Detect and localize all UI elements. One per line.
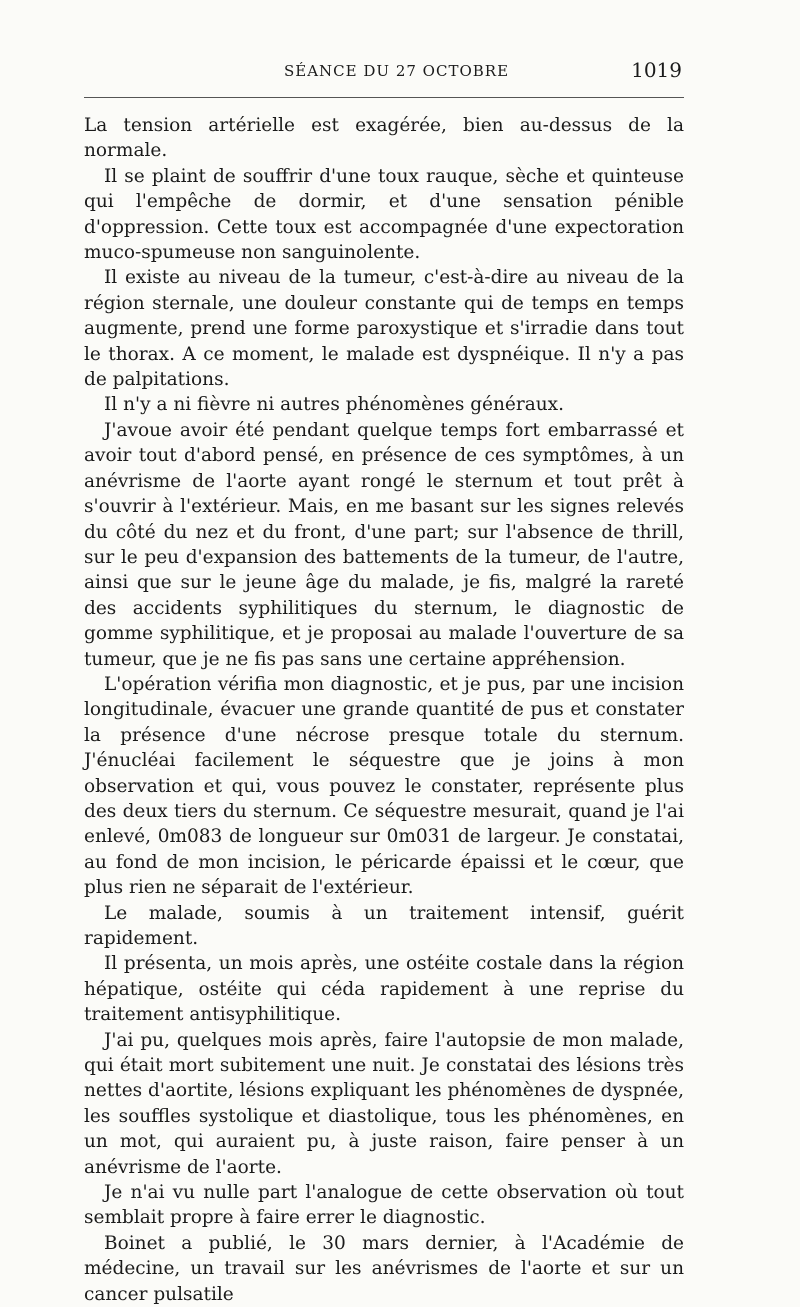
paragraph: J'ai pu, quelques mois après, faire l'autopsie de mon malade, qui était mort subitement une nuit. Je constatai des lésions très nettes d'aortite, lésions expliquant les phénomènes de dyspnée, les souffles systolique et diastolique, tous les phénomènes, en un mot, qui auraient pu, à juste raison, faire penser à un anévrisme de l'aorte. <box>84 1029 684 1178</box>
paragraph: Le malade, soumis à un traitement intensif, guérit rapidement. <box>84 902 684 949</box>
paragraph: La tension artérielle est exagérée, bien au-dessus de la normale. <box>84 115 684 162</box>
header-rule <box>84 97 684 98</box>
paragraph: J'avoue avoir été pendant quelque temps fort embarrassé et avoir tout d'abord pensé, en présence de ces symptômes, à un anévrisme de l'aorte ayant rongé le sternum et tout prêt à s'ouvrir à l'extérieur. Mais, en me basant sur les signes relevés du côté du nez et du front, d'une part; sur l'absence de thrill, sur le peu d'expansion des battements de la tumeur, de l'autre, ainsi que sur le jeune âge du malade, je fis, malgré la rareté des accidents syphilitiques du sternum, le diagnostic de gomme syphilitique, et je proposai au malade l'ouverture de sa tumeur, que je ne fis pas sans une certaine appréhension. <box>84 419 684 670</box>
paragraph: Il présenta, un mois après, une ostéite costale dans la région hépatique, ostéite qui céda rapidement à une reprise du traitement antisyphilitique. <box>84 953 684 1026</box>
paragraph: Boinet a publié, le 30 mars dernier, à l'Académie de médecine, un travail sur les anévrismes de l'aorte et sur un cancer pulsatile <box>84 1232 684 1305</box>
paragraph: L'opération vérifia mon diagnostic, et je pus, par une incision longitudinale, évacuer une grande quantité de pus et constater la présence d'une nécrose presque totale du sternum. J'énucléai facilement le séquestre que je joins à mon observation et qui, vous pouvez le constater, représente plus des deux tiers du sternum. Ce séquestre mesurait, quand je l'ai enlevé, 0m083 de longueur sur 0m031 de largeur. Je constatai, au fond de mon incision, le péricarde épaissi et le cœur, que plus rien ne séparait de l'extérieur. <box>84 673 684 899</box>
running-title: SÉANCE DU 27 OCTOBRE <box>284 62 510 80</box>
paragraph: Il se plaint de souffrir d'une toux rauque, sèche et quinteuse qui l'empêche de dormir, et d'une sensation pénible d'oppression. Cette toux est accompagnée d'une expectoration muco-spumeuse non sanguinolente. <box>84 165 684 264</box>
page-number: 1019 <box>631 58 682 82</box>
body-text <box>84 113 684 1307</box>
paragraph: Je n'ai vu nulle part l'analogue de cette observation où tout semblait propre à faire errer le diagnostic. <box>84 1182 684 1229</box>
paragraph: Il n'y a ni fièvre ni autres phénomènes généraux. <box>104 394 564 416</box>
running-header <box>84 58 684 88</box>
paragraph: Il existe au niveau de la tumeur, c'est-à-dire au niveau de la région sternale, une douleur constante qui de temps en temps augmente, prend une forme paroxystique et s'irradie dans tout le thorax. A ce moment, le malade est dyspnéique. Il n'y a pas de palpitations. <box>84 267 684 391</box>
